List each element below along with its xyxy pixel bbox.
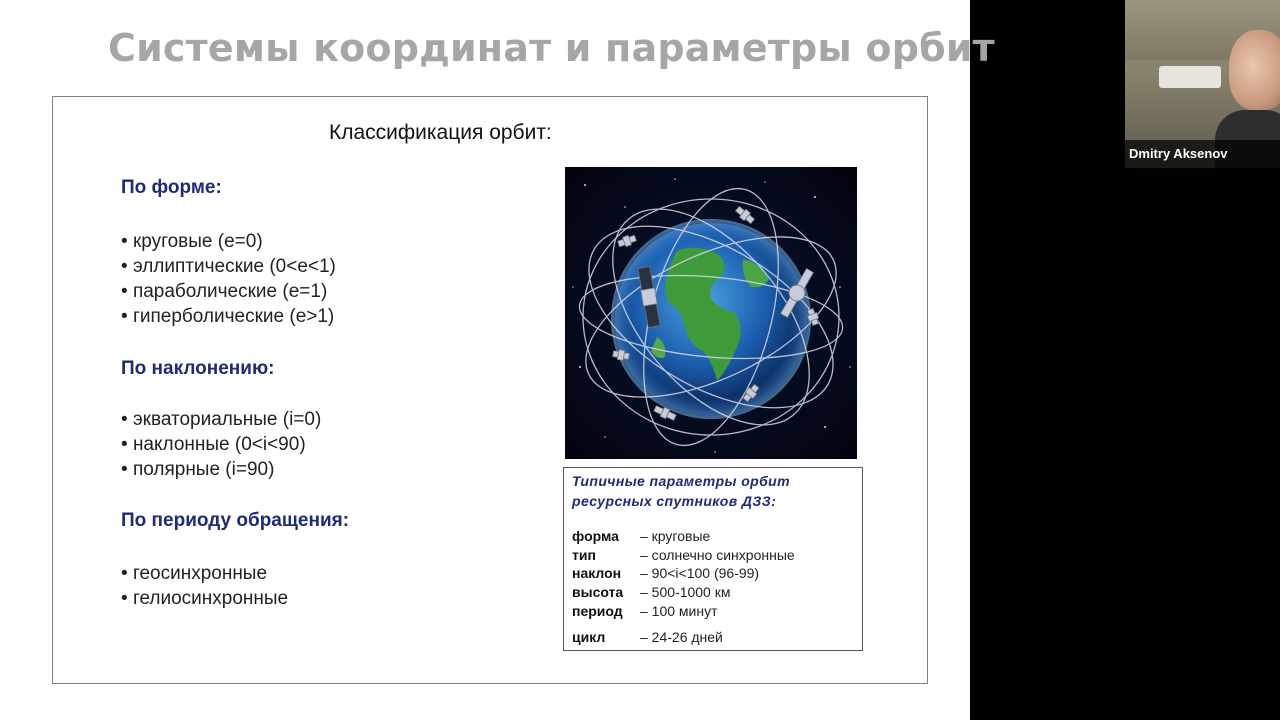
param-key: цикл xyxy=(572,629,606,645)
slide-title: Системы координат и параметры орбит xyxy=(108,26,995,70)
list-item: • геосинхронные xyxy=(121,561,288,586)
list-item: • экваториальные (i=0) xyxy=(121,407,321,432)
earth-globe-icon xyxy=(565,167,857,459)
section-heading-shape: По форме: xyxy=(121,177,222,198)
section-heading-period: По периоду обращения: xyxy=(121,510,350,531)
param-row xyxy=(572,629,723,645)
list-item: • полярные (i=90) xyxy=(121,457,321,482)
param-value: – круговые xyxy=(640,528,711,544)
param-key: период xyxy=(572,603,623,619)
param-key: высота xyxy=(572,584,624,600)
classification-heading: Классификация орбит: xyxy=(329,121,552,144)
param-row xyxy=(572,584,730,600)
param-key: тип xyxy=(572,547,596,563)
params-title-line2: ресурсных спутников ДЗЗ: xyxy=(572,493,777,509)
param-row xyxy=(572,528,710,544)
participant-face xyxy=(1229,30,1280,110)
param-value: – солнечно синхронные xyxy=(640,547,795,563)
param-value: – 90<i<100 (96-99) xyxy=(640,565,760,581)
participant-video-tile[interactable] xyxy=(1125,0,1280,168)
list-item: • эллиптические (0<e<1) xyxy=(121,254,336,279)
shape-list xyxy=(121,229,336,329)
list-item: • круговые (e=0) xyxy=(121,229,336,254)
param-key: форма xyxy=(572,528,619,544)
section-heading-inclination: По наклонению: xyxy=(121,358,275,379)
params-title xyxy=(572,471,852,511)
params-title-line1: Типичные параметры орбит xyxy=(572,473,790,489)
list-item: • гелиосинхронные xyxy=(121,586,288,611)
period-list xyxy=(121,561,288,611)
earth-orbits-image xyxy=(565,167,857,459)
param-row xyxy=(572,565,759,581)
param-value: – 100 минут xyxy=(640,603,718,619)
list-item: • наклонные (0<i<90) xyxy=(121,432,321,457)
typical-orbit-params xyxy=(563,467,863,651)
param-value: – 500-1000 км xyxy=(640,584,731,600)
participant-name-label: Dmitry Aksenov xyxy=(1125,140,1280,168)
param-row xyxy=(572,603,718,619)
list-item: • гиперболические (e>1) xyxy=(121,304,336,329)
air-conditioner xyxy=(1159,66,1221,88)
param-key: наклон xyxy=(572,565,622,581)
param-value: – 24-26 дней xyxy=(640,629,723,645)
content-frame xyxy=(52,96,928,684)
list-item: • параболические (e=1) xyxy=(121,279,336,304)
param-row xyxy=(572,547,795,563)
inclination-list xyxy=(121,407,321,482)
